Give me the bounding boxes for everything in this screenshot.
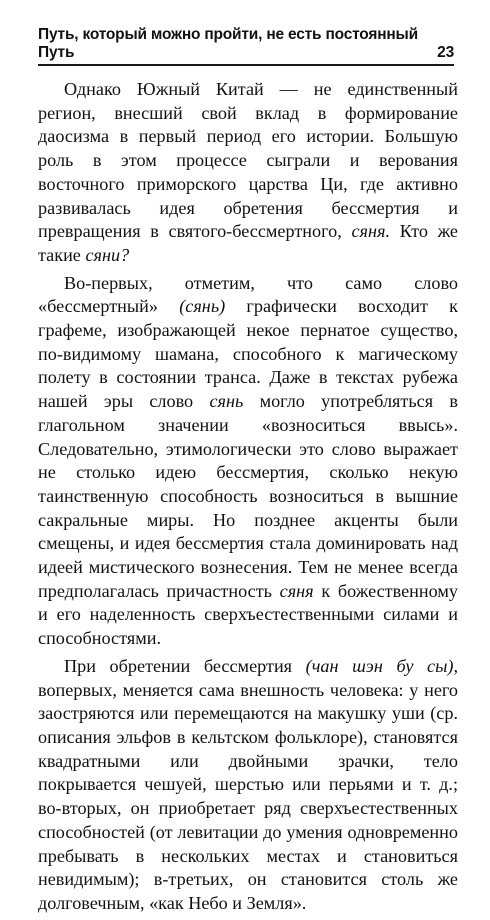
text-segment: Однако Южный Китай — не единственный регион, внесший свой вклад в формирование даосизма в первый период его истории. Большую роль в этом процессе сыграли и верования восточного приморского царства Ци, где активно развивалась идея обретения бессмертия и превращения в святого-бессмертного, (38, 79, 458, 242)
text-segment: Во-первых, отметим, что само слово «бессмертный» (38, 272, 458, 317)
term-italic: сяни? (85, 244, 130, 265)
text-segment: При обретении бессмертия (64, 655, 306, 676)
running-header (38, 26, 454, 66)
running-title: Путь, который можно пройти, не есть постоянный Путь (38, 26, 418, 61)
body-text (38, 78, 458, 920)
text-segment: графически восходит к графеме, изображающей некое пернатое существо, по-видимому шамана, способного к магическому полету в состоянии транса. Даже в текстах рубежа нашей эры слово (38, 296, 458, 412)
text-segment: к божественному и его наделенность сверхъестественными силами и способностями. (38, 580, 458, 649)
term-italic: сяня. (351, 221, 391, 242)
term-italic: сяня (279, 580, 314, 601)
term-italic: сянь (209, 391, 244, 412)
text-segment: Кто же такие (38, 221, 458, 265)
text-segment: могло употребляться в глагольном значении «возноситься ввысь». Следовательно, этимологически это слово выражает не столько идею бессмертия, сколько некую таинственную способность возноситься в вышние сакральные миры. Но позднее акценты были смещены, и идея бессмертия стала доминировать над идеей мистического вознесения. Тем не менее всегда предполагалась причастность (38, 391, 458, 601)
text-segment: вопервых, меняется сама внешность человека: у него заостряются или перемещаются на макушку уши (ср. описания эльфов в кельтском фольклоре), становятся квадратными или двойными зрачки, тело покрывается чешуей, шерстью или перьями и т. д.; во-вторых, он приобретает ряд сверхъестественных способностей (от левитации до умения одновременно пребывать в нескольких местах и становиться невидимым); в-третьих, он становится столь же долговечным, «как Небо и Земля». (38, 679, 458, 913)
term-italic: (чан шэн бу сы), (305, 655, 458, 676)
term-italic: (сянь) (179, 296, 226, 317)
paragraph-1 (38, 78, 458, 268)
page-number: 23 (437, 44, 454, 61)
paragraph-3 (38, 655, 458, 916)
paragraph-2 (38, 272, 458, 651)
